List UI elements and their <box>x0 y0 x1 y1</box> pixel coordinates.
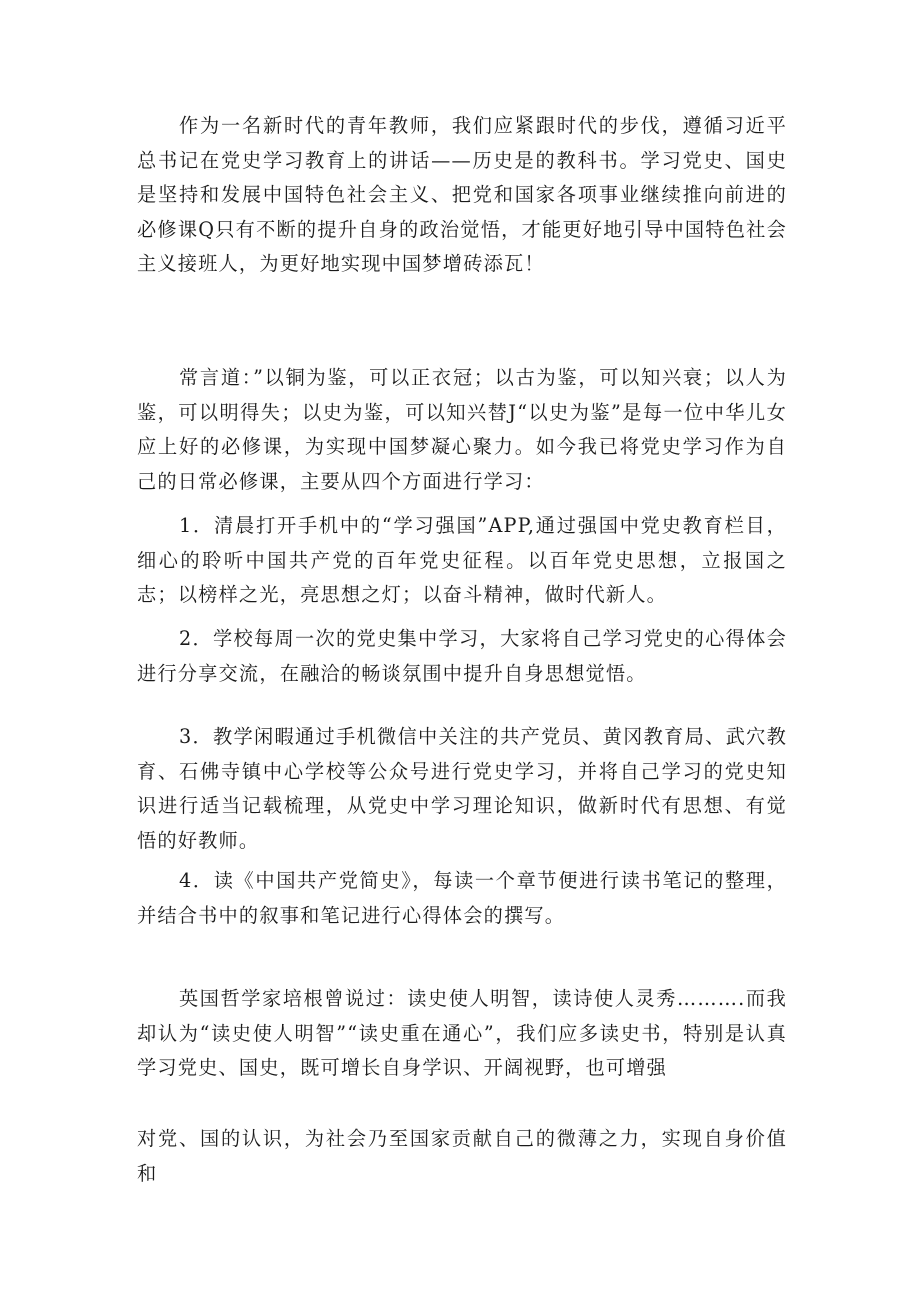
paragraph-proverb: 常言道：”以铜为鉴，可以正衣冠；以古为鉴，可以知兴衰；以人为鉴，可以明得失；以史为鉴，可以知兴替J“以史为鉴”是每一位中华儿女应上好的必修课，为实现中国梦凝心聚力。如今我已将党史学习作为自己的日常必修课，主要从四个方面进行学习： <box>137 366 787 493</box>
paragraph-intro: 作为一名新时代的青年教师，我们应紧跟时代的步伐，遵循习近平总书记在党史学习教育上的讲话——历史是的教科书。学习党史、国史是坚持和发展中国特色社会主义、把党和国家各项事业继续推向前进的必修课Q只有不断的提升自身的政治觉悟，才能更好地引导中国特色社会主义接班人，为更好地实现中国梦增砖添瓦！ <box>137 114 787 276</box>
paragraph-item-1: 1．清晨打开手机中的“学习强国”APP,通过强国中党史教育栏目，细心的聆听中国共产党的百年党史征程。以百年党史思想，立报国之志；以榜样之光，亮思想之灯；以奋斗精神，做时代新人。 <box>137 514 787 607</box>
paragraph-bacon-quote: 英国哲学家培根曾说过：读史使人明智，读诗使人灵秀……….而我却认为“读史使人明智”“读史重在通心”，我们应多读史书，特别是认真学习党史、国史，既可增长自身学识、开阔视野，也可增强 <box>137 987 787 1080</box>
paragraph-item-3: 3．教学闲暇通过手机微信中关注的共产党员、黄冈教育局、武穴教育、石佛寺镇中心学校等公众号进行党史学习，并将自己学习的党史知识进行适当记载梳理，从党史中学习理论知识，做新时代有思想、有觉悟的好教师。 <box>137 725 787 852</box>
paragraph-item-4: 4．读《中国共产党简史》，每读一个章节便进行读书笔记的整理，并结合书中的叙事和笔记进行心得体会的撰写。 <box>137 869 787 927</box>
paragraph-item-2: 2．学校每周一次的党史集中学习，大家将自己学习党史的心得体会进行分享交流，在融洽的畅谈氛围中提升自身思想觉悟。 <box>137 627 787 685</box>
paragraph-continuation: 对党、国的认识，为社会乃至国家贡献自己的微薄之力，实现自身价值和 <box>137 1127 787 1185</box>
